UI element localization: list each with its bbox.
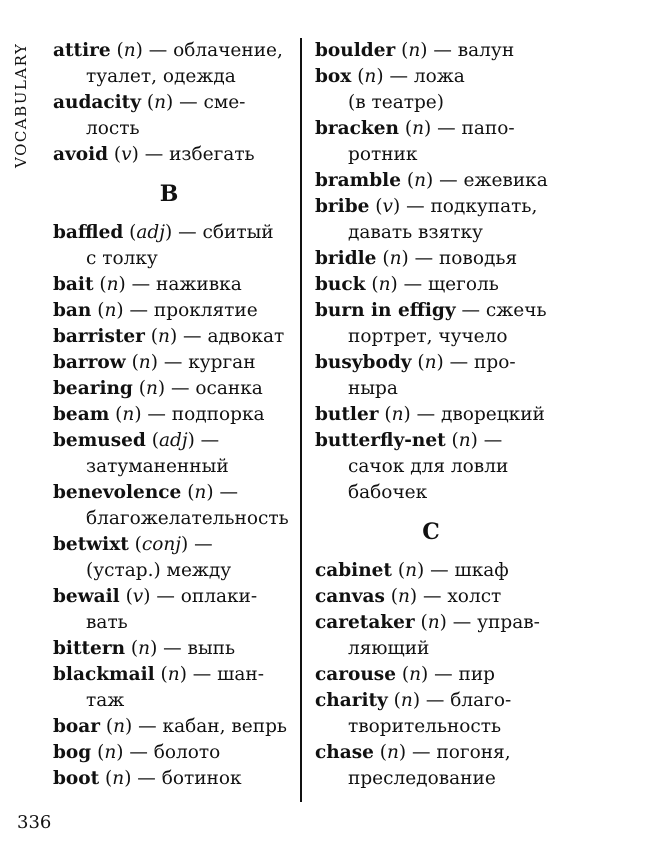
entry-line: buck (n) — щеголь [315,274,499,295]
dictionary-entry [315,246,555,272]
definition-text: дворецкий [441,404,545,425]
part-of-speech: v [382,196,393,217]
entry-line: bracken (n) — папо- [315,118,515,139]
definition-continuation: с толку [86,248,158,269]
headword: bribe [315,196,370,217]
definition-text: ботинок [161,768,242,789]
part-of-speech: n [409,664,422,685]
entry-line: barrister (n) — адвокат [53,326,285,347]
headword: box [315,66,352,87]
headword: ban [53,300,92,321]
headword: benevolence [53,482,182,503]
definition-continuation: вать [86,612,128,633]
dictionary-entry [53,324,293,350]
dictionary-entry [53,350,293,376]
headword: bog [53,742,92,763]
headword: barrister [53,326,145,347]
headword: charity [315,690,388,711]
definition-text: поводья [438,248,518,269]
entry-line: burn in effigy — сжечь [315,300,547,321]
part-of-speech: n [427,612,440,633]
definition-continuation: благожелательность [86,508,289,529]
part-of-speech: conj [141,534,182,555]
entry-line: bog (n) — болото [53,742,221,763]
dictionary-entry [315,350,555,402]
dictionary-entry [315,428,555,506]
running-head-text: VOCABULARY [12,42,30,168]
definition-text: холст [447,586,502,607]
headword: avoid [53,144,109,165]
entry-line: caretaker (n) — управ- [315,612,540,633]
definition-text: болото [153,742,221,763]
dictionary-entry [53,740,293,766]
entry-line: audacity (n) — сме- [53,92,246,113]
entry-line: baffled (adj) — сбитый [53,222,274,243]
definition-continuation: преследование [348,768,496,789]
part-of-speech: n [424,352,437,373]
part-of-speech: n [104,300,117,321]
headword: butler [315,404,379,425]
part-of-speech: n [112,768,125,789]
entry-line: attire (n) — облачение, [53,40,283,61]
dictionary-entry [315,272,555,298]
part-of-speech: n [122,404,135,425]
dictionary-entry [53,38,293,90]
entry-line: avoid (v) — избегать [53,144,255,165]
definition-continuation: ляющий [348,638,430,659]
entry-line: bearing (n) — осанка [53,378,263,399]
headword: betwixt [53,534,129,555]
part-of-speech: n [138,638,151,659]
headword: boar [53,716,101,737]
part-of-speech: n [194,482,207,503]
headword: bramble [315,170,401,191]
dictionary-entry [315,298,555,350]
dictionary-entry [315,610,555,662]
part-of-speech: n [458,430,471,451]
headword: attire [53,40,111,61]
entry-line: boot (n) — ботинок [53,768,242,789]
entry-line: carouse (n) — пир [315,664,496,685]
definition-text: шкаф [454,560,509,581]
dictionary-entry [315,64,555,116]
headword: cabinet [315,560,392,581]
headword: bemused [53,430,146,451]
part-of-speech: n [412,118,425,139]
dictionary-entry [53,428,293,480]
headword: blackmail [53,664,155,685]
headword: butterfly-net [315,430,446,451]
definition-continuation: туалет, одежда [86,66,236,87]
entry-line: blackmail (n) — шан- [53,664,264,685]
running-head-vocabulary [10,40,32,240]
dictionary-entry [53,298,293,324]
definition-text: управ- [477,612,540,633]
part-of-speech: adj [158,430,188,451]
entry-line: bewail (v) — оплаки- [53,586,258,607]
dictionary-entry [53,480,293,532]
definition-text: ложа [413,66,465,87]
part-of-speech: n [414,170,427,191]
part-of-speech: n [104,742,117,763]
section-letter: B [159,181,179,207]
entry-line: ban (n) — проклятие [53,300,258,321]
headword: buck [315,274,366,295]
dictionary-entry [53,376,293,402]
section-letter: C [422,519,440,545]
definition-text: оплаки- [180,586,258,607]
dictionary-entry [53,402,293,428]
part-of-speech: n [364,66,377,87]
part-of-speech: n [378,274,391,295]
definition-continuation: (в театре) [348,92,444,113]
part-of-speech: v [121,144,132,165]
part-of-speech: n [123,40,136,61]
dictionary-entry [53,272,293,298]
right-column [315,38,555,792]
part-of-speech: n [154,92,166,113]
definition-continuation: ротник [348,144,418,165]
entry-line: boulder (n) — валун [315,40,515,61]
headword: baffled [53,222,124,243]
entry-line: barrow (n) — курган [53,352,256,373]
definition-text: погоня, [436,742,511,763]
definition-continuation: таж [86,690,125,711]
part-of-speech: n [408,40,421,61]
entry-line: cabinet (n) — шкаф [315,560,509,581]
entry-line: box (n) — ложа [315,66,465,87]
headword: barrow [53,352,126,373]
dictionary-entry [315,688,555,740]
entry-line: boar (n) — кабан, вепрь [53,716,287,737]
entry-line: bait (n) — наживка [53,274,242,295]
entry-line: chase (n) — погоня, [315,742,511,763]
definition-text: облачение, [173,40,283,61]
definition-text: проклятие [153,300,258,321]
dictionary-entry [315,116,555,168]
definition-text: адвокат [207,326,285,347]
definition-continuation: давать взятку [348,222,483,243]
part-of-speech: n [145,378,158,399]
dictionary-entry [53,766,293,792]
dictionary-entry [53,662,293,714]
definition-text: благо- [450,690,512,711]
dictionary-entry [315,558,555,584]
part-of-speech: n [138,352,151,373]
headword: carouse [315,664,396,685]
entry-line: charity (n) — благо- [315,690,512,711]
definition-continuation: творительность [348,716,502,737]
definition-text: щеголь [427,274,499,295]
headword: boot [53,768,100,789]
part-of-speech: n [389,248,402,269]
part-of-speech: n [400,690,413,711]
headword: bracken [315,118,399,139]
dictionary-entry [53,220,293,272]
definition-continuation: затуманенный [86,456,229,477]
headword: bewail [53,586,120,607]
definition-text: сбитый [202,222,274,243]
headword: audacity [53,92,141,113]
definition-continuation: ныра [348,378,398,399]
definition-text: кабан, вепрь [162,716,287,737]
definition-text: ежевика [463,170,548,191]
headword: bittern [53,638,126,659]
definition-text: курган [188,352,256,373]
definition-text: избегать [169,144,255,165]
entry-line: busybody (n) — про- [315,352,516,373]
definition-text: про- [474,352,516,373]
definition-text: шан- [217,664,264,685]
dictionary-entry [53,532,293,584]
definition-text: сжечь [485,300,547,321]
definition-continuation: (устар.) между [86,560,232,581]
headword: beam [53,404,110,425]
dictionary-entry [53,636,293,662]
definition-continuation: сачок для ловли [348,456,509,477]
definition-text: наживка [156,274,242,295]
part-of-speech: n [106,274,119,295]
entry-line: bemused (adj) — [53,430,220,451]
headword: bridle [315,248,377,269]
dictionary-entry [315,38,555,64]
dictionary-entry [315,402,555,428]
dictionary-entry [315,168,555,194]
headword: chase [315,742,374,763]
definition-continuation: портрет, чучело [348,326,508,347]
definition-text: сме- [203,92,246,113]
dictionary-entry [315,740,555,792]
headword: bait [53,274,94,295]
entry-line: butterfly-net (n) — [315,430,503,451]
entry-line: bribe (v) — подкупать, [315,196,538,217]
part-of-speech: n [387,742,399,763]
definition-text: пир [458,664,496,685]
headword: canvas [315,586,385,607]
part-of-speech: n [397,586,410,607]
definition-text: папо- [461,118,515,139]
part-of-speech: n [158,326,170,347]
definition-text: осанка [195,378,263,399]
dictionary-entry [53,584,293,636]
definition-continuation: бабочек [348,482,428,503]
definition-text: валун [457,40,515,61]
page-number: 336 [17,812,52,833]
entry-line: butler (n) — дворецкий [315,404,545,425]
entry-line: beam (n) — подпорка [53,404,265,425]
entry-line: bittern (n) — выпь [53,638,236,659]
dictionary-entry [315,662,555,688]
part-of-speech: adj [136,222,166,243]
part-of-speech: n [167,664,180,685]
definition-text: выпь [187,638,236,659]
part-of-speech: v [132,586,144,607]
left-column [53,38,293,792]
column-divider [300,38,302,802]
entry-line: bramble (n) — ежевика [315,170,548,191]
entry-line: benevolence (n) — [53,482,238,503]
headword: burn in effigy [315,300,456,321]
definition-continuation: лость [86,118,140,139]
headword: caretaker [315,612,415,633]
dictionary-entry [315,584,555,610]
definition-text: подкупать, [430,196,538,217]
headword: busybody [315,352,412,373]
entry-line: canvas (n) — холст [315,586,502,607]
dictionary-entry [315,194,555,246]
part-of-speech: n [113,716,126,737]
dictionary-entry [53,142,293,168]
dictionary-entry [53,714,293,740]
headword: bearing [53,378,133,399]
part-of-speech: n [405,560,418,581]
entry-line: betwixt (conj) — [53,534,213,555]
dictionary-entry [53,90,293,142]
part-of-speech: n [391,404,404,425]
entry-line: bridle (n) — поводья [315,248,518,269]
headword: boulder [315,40,396,61]
definition-text: подпорка [171,404,265,425]
